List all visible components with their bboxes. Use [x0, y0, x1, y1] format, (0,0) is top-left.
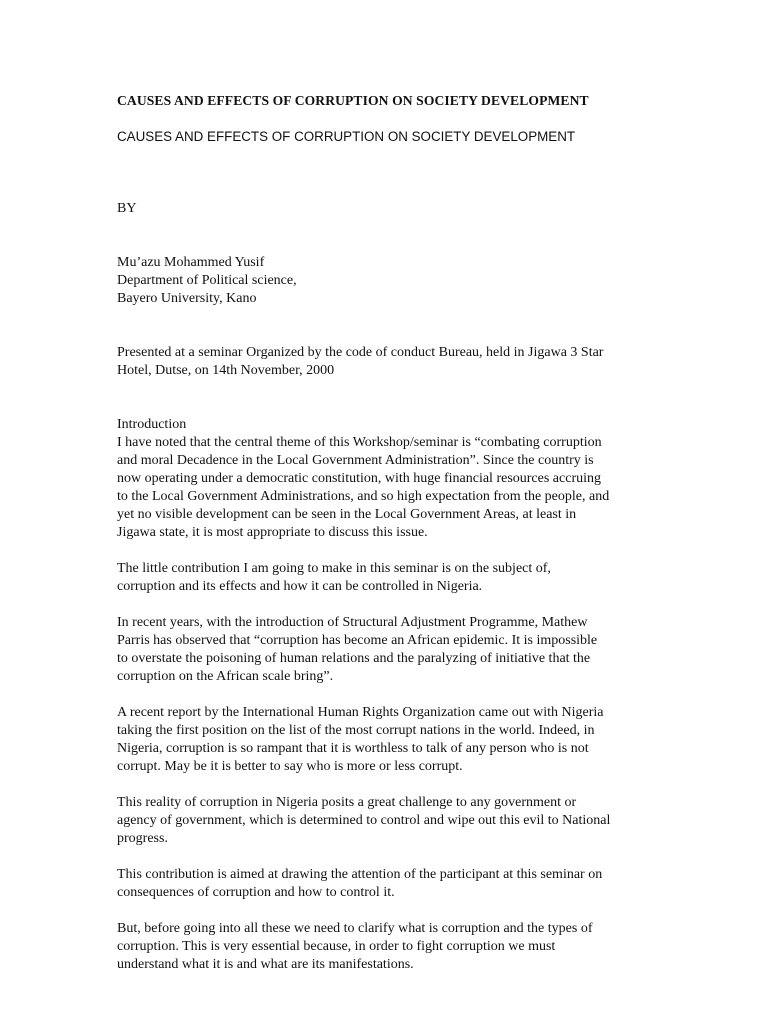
introduction-line: I have noted that the central theme of this Workshop/seminar is “combating corruption — [117, 435, 602, 450]
introduction-line: now operating under a democratic constitution, with huge financial resources accruing — [117, 471, 601, 486]
document-title-plain: CAUSES AND EFFECTS OF CORRUPTION ON SOCIETY DEVELOPMENT — [117, 129, 576, 144]
author-name: Mu’azu Mohammed Yusif — [117, 255, 265, 270]
document-title-bold: CAUSES AND EFFECTS OF CORRUPTION ON SOCIETY DEVELOPMENT — [117, 93, 589, 108]
presented-line: Hotel, Dutse, on 14th November, 2000 — [117, 363, 335, 378]
author-university: Bayero University, Kano — [117, 291, 257, 306]
paragraph-line: understand what it is and what are its manifestations. — [117, 957, 414, 972]
presented-line: Presented at a seminar Organized by the code of conduct Bureau, held in Jigawa 3 Star — [117, 345, 604, 360]
paragraph-line: corrupt. May be it is better to say who is more or less corrupt. — [117, 759, 463, 774]
presented-note — [117, 344, 657, 380]
introduction-heading: Introduction — [117, 417, 187, 432]
paragraph-line: taking the first position on the list of the most corrupt nations in the world. Indeed, in — [117, 723, 595, 738]
paragraph-line: In recent years, with the introduction of Structural Adjustment Programme, Mathew — [117, 615, 588, 630]
paragraph-line: A recent report by the International Human Rights Organization came out with Nigeria — [117, 705, 604, 720]
paragraph-line: to overstate the poisoning of human relations and the paralyzing of initiative that the — [117, 651, 591, 666]
author-department: Department of Political science, — [117, 273, 297, 288]
introduction-section — [117, 416, 657, 542]
paragraph-line: agency of government, which is determined to control and wipe out this evil to National — [117, 813, 611, 828]
document-body — [117, 92, 657, 974]
introduction-line: yet no visible development can be seen in the Local Government Areas, at least in — [117, 507, 577, 522]
introduction-line: Jigawa state, it is most appropriate to discuss this issue. — [117, 525, 428, 540]
paragraph-line: corruption on the African scale bring”. — [117, 669, 334, 684]
paragraph-line: Nigeria, corruption is so rampant that it is worthless to talk of any person who is not — [117, 741, 589, 756]
paragraph-report — [117, 704, 657, 776]
paragraph-challenge — [117, 794, 657, 848]
paragraph-aim — [117, 866, 657, 902]
paragraph-clarify — [117, 920, 657, 974]
paragraph-contribution — [117, 560, 657, 596]
paragraph-line: The little contribution I am going to make in this seminar is on the subject of, — [117, 561, 551, 576]
paragraph-line: consequences of corruption and how to control it. — [117, 885, 395, 900]
paragraph-line: Parris has observed that “corruption has become an African epidemic. It is impossible — [117, 633, 598, 648]
paragraph-line: corruption and its effects and how it can be controlled in Nigeria. — [117, 579, 483, 594]
paragraph-parris-quote — [117, 614, 657, 686]
paragraph-line: This contribution is aimed at drawing the attention of the participant at this seminar on — [117, 867, 603, 882]
paragraph-line: But, before going into all these we need to clarify what is corruption and the types of — [117, 921, 593, 936]
paragraph-line: corruption. This is very essential because, in order to fight corruption we must — [117, 939, 556, 954]
paragraph-line: progress. — [117, 831, 168, 846]
by-label: BY — [117, 201, 137, 216]
author-block — [117, 254, 657, 308]
introduction-line: and moral Decadence in the Local Government Administration”. Since the country is — [117, 453, 594, 468]
paragraph-line: This reality of corruption in Nigeria posits a great challenge to any government or — [117, 795, 577, 810]
introduction-line: to the Local Government Administrations, and so high expectation from the people, and — [117, 489, 610, 504]
